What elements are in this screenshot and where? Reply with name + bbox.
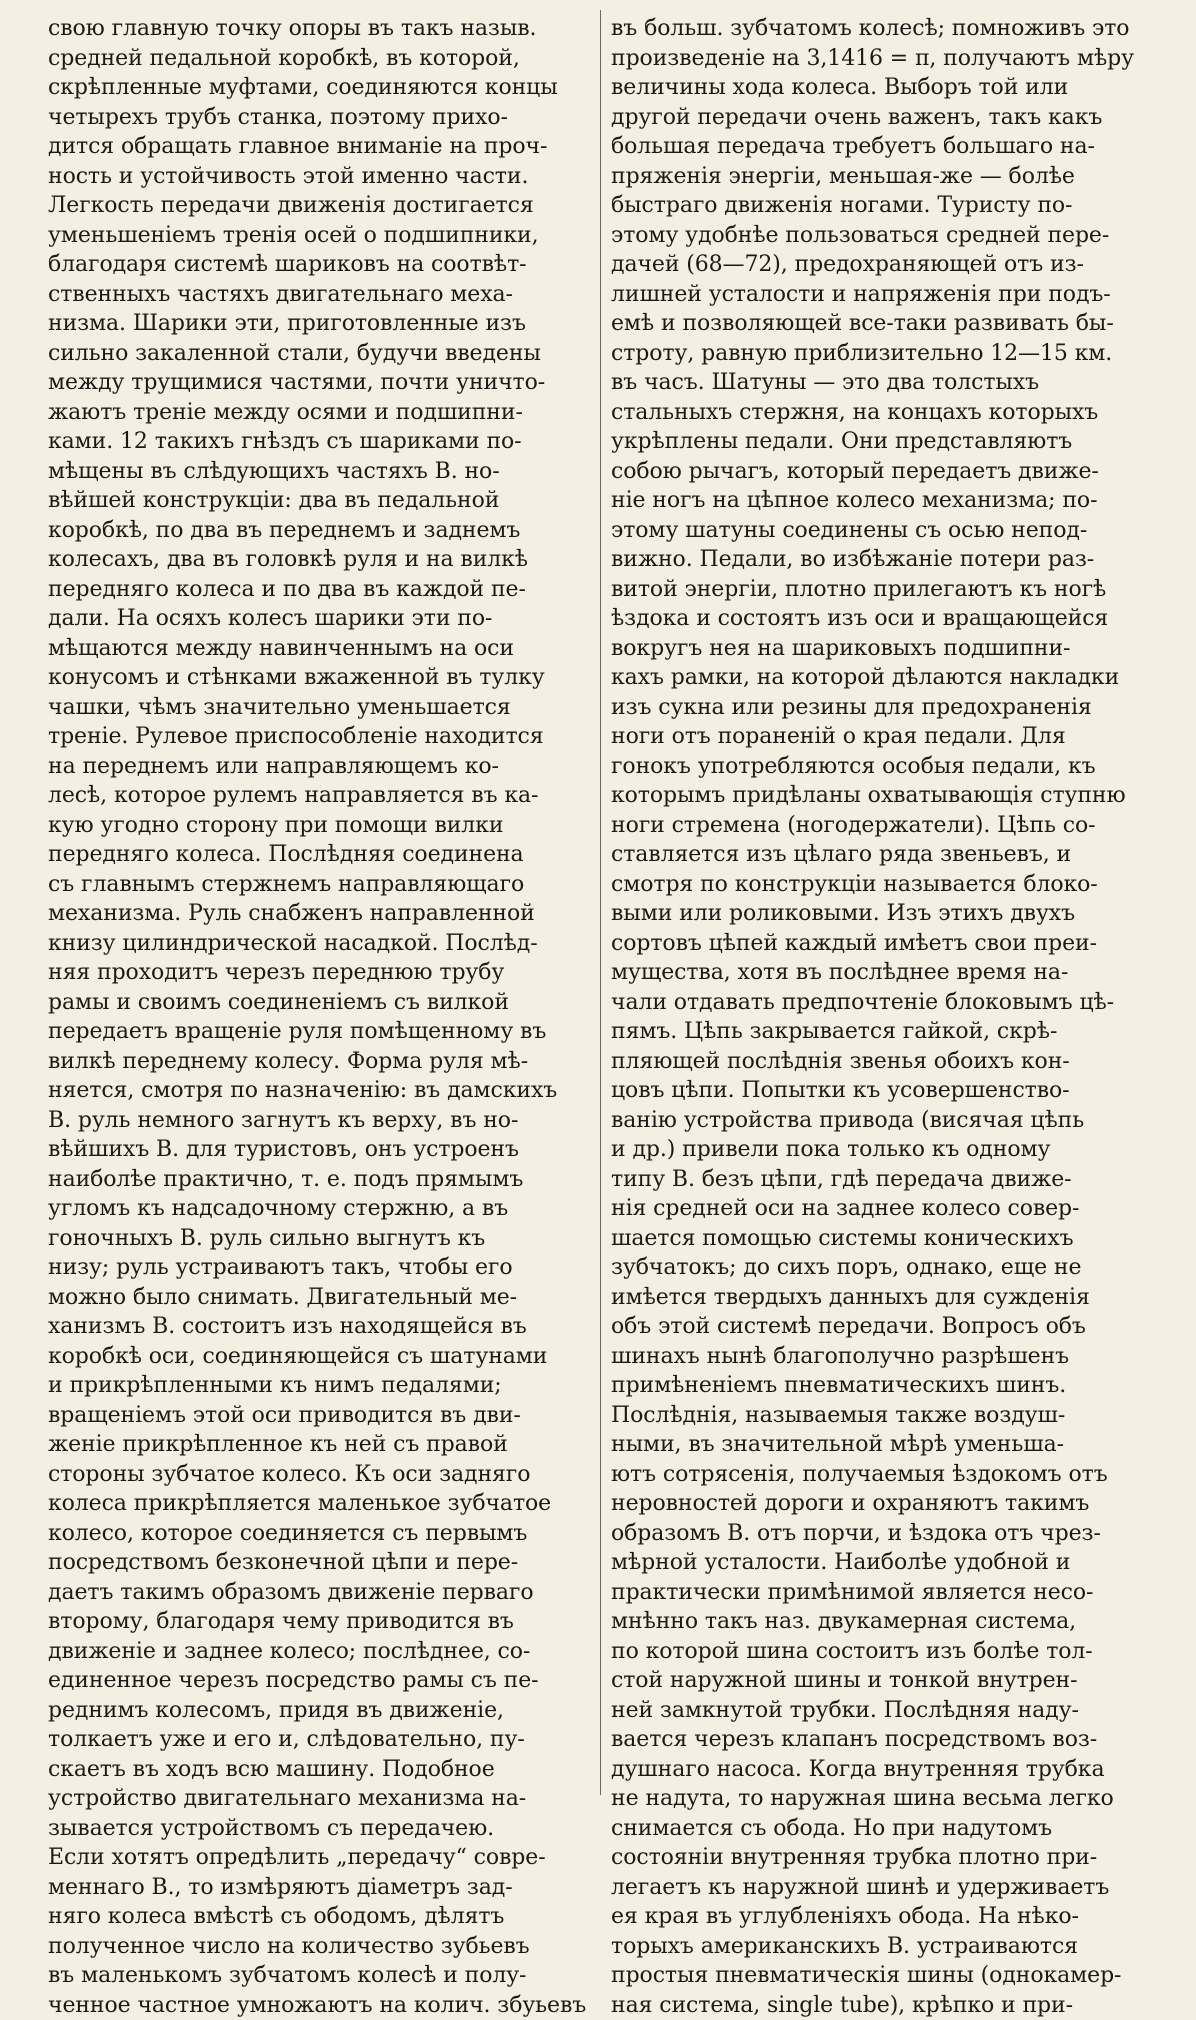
text-line: вилкѣ переднему колесу. Форма руля мѣ- <box>48 1047 592 1077</box>
text-line: на переднемъ или направляющемъ ко- <box>48 752 592 782</box>
text-line: колеса прикрѣпляется маленькое зубчатое <box>48 1489 592 1519</box>
text-line: по которой шина состоитъ изъ болѣе тол- <box>611 1637 1155 1667</box>
text-line: книзу цилиндрической насадкой. Послѣд- <box>48 929 592 959</box>
text-line: вается черезъ клапанъ посредствомъ воз- <box>611 1725 1155 1755</box>
text-line: другой передачи очень важенъ, такъ какъ <box>611 103 1155 133</box>
text-line: няго колеса вмѣстѣ съ ободомъ, дѣлятъ <box>48 1902 592 1932</box>
text-line: ѣздока и состоятъ изъ оси и вращающейся <box>611 604 1155 634</box>
text-line: посредствомъ безконечной цѣпи и пере- <box>48 1548 592 1578</box>
text-line: ность и устойчивость этой именно части. <box>48 162 592 192</box>
text-line: даетъ такимъ образомъ движеніе перваго <box>48 1578 592 1608</box>
text-line: этому удобнѣе пользоваться средней пере- <box>611 221 1155 251</box>
text-line: имѣется твердыхъ данныхъ для сужденія <box>611 1283 1155 1313</box>
text-line: дачей (68—72), предохраняющей отъ из- <box>611 250 1155 280</box>
text-line: ставляется изъ цѣлаго ряда звеньевъ, и <box>611 840 1155 870</box>
text-line: пямъ. Цѣпь закрывается гайкой, скрѣ- <box>611 1017 1155 1047</box>
text-line: изъ сукна или резины для предохраненія <box>611 693 1155 723</box>
text-line: простыя пневматическія шины (однокамер- <box>611 1961 1155 1991</box>
text-line: мѣрной усталости. Наиболѣе удобной и <box>611 1548 1155 1578</box>
text-line: выми или роликовыми. Изъ этихъ двухъ <box>611 899 1155 929</box>
text-line: угломъ къ надсадочному стержню, а въ <box>48 1194 592 1224</box>
text-line: емѣ и позволяющей все-таки развивать бы- <box>611 309 1155 339</box>
text-line: можно было снимать. Двигательный ме- <box>48 1283 592 1313</box>
text-line: произведеніе на 3,1416 = π, получаютъ мѣру <box>611 44 1155 74</box>
text-line: въ больш. зубчатомъ колесѣ; помноживъ это <box>611 14 1155 44</box>
text-line: съ главнымъ стержнемъ направляющаго <box>48 870 592 900</box>
text-line: скрѣпленные муфтами, соединяются концы <box>48 73 592 103</box>
text-line: треніе. Рулевое приспособленіе находится <box>48 722 592 752</box>
text-line: ками. 12 такихъ гнѣздъ съ шариками по- <box>48 427 592 457</box>
text-line: зубчатокъ; до сихъ поръ, однако, еще не <box>611 1253 1155 1283</box>
text-line: снимается съ обода. Но при надутомъ <box>611 1814 1155 1844</box>
text-line: ная система, single tube), крѣпко и при- <box>611 1991 1155 2020</box>
text-line: В. руль немного загнутъ къ верху, въ но- <box>48 1106 592 1136</box>
text-line: мѣщаются между навинченнымъ на оси <box>48 634 592 664</box>
text-column-right <box>611 14 1155 1794</box>
text-line: благодаря системѣ шариковъ на соотвѣт- <box>48 250 592 280</box>
text-line: пляющей послѣднія звенья обоихъ кон- <box>611 1047 1155 1077</box>
text-line: типу В. безъ цѣпи, гдѣ передача движе- <box>611 1165 1155 1195</box>
text-line: этому шатуны соединены съ осью непод- <box>611 516 1155 546</box>
text-line: мущества, хотя въ послѣднее время на- <box>611 958 1155 988</box>
text-line: свою главную точку опоры въ такъ назыв. <box>48 14 592 44</box>
text-line: состояніи внутренняя трубка плотно при- <box>611 1843 1155 1873</box>
text-line: вѣйшей конструкціи: два въ педальной <box>48 486 592 516</box>
text-line: кую угодно сторону при помощи вилки <box>48 811 592 841</box>
text-line: лесѣ, которое рулемъ направляется въ ка- <box>48 781 592 811</box>
text-line: реднимъ колесомъ, придя въ движеніе, <box>48 1696 592 1726</box>
text-line: толкаетъ уже и его и, слѣдовательно, пу- <box>48 1725 592 1755</box>
text-line: вращеніемъ этой оси приводится въ дви- <box>48 1401 592 1431</box>
text-line: строту, равную приблизительно 12—15 км. <box>611 339 1155 369</box>
text-line: лишней усталости и напряженія при подъ- <box>611 280 1155 310</box>
text-line: меннаго В., то измѣряютъ діаметръ зад- <box>48 1873 592 1903</box>
text-line: практически примѣнимой является несо- <box>611 1578 1155 1608</box>
text-line: мѣщены въ слѣдующихъ частяхъ В. но- <box>48 457 592 487</box>
text-line: сортовъ цѣпей каждый имѣетъ свои преи- <box>611 929 1155 959</box>
text-line: ственныхъ частяхъ двигательнаго меха- <box>48 280 592 310</box>
text-line: укрѣплены педали. Они представляютъ <box>611 427 1155 457</box>
text-line: шинахъ нынѣ благополучно разрѣшенъ <box>611 1342 1155 1372</box>
text-line: неровностей дороги и охраняютъ такимъ <box>611 1489 1155 1519</box>
text-line: Легкость передачи движенія достигается <box>48 191 592 221</box>
text-line: величины хода колеса. Выборъ той или <box>611 73 1155 103</box>
text-line: дится обращать главное вниманіе на проч- <box>48 132 592 162</box>
text-line: ченное частное умножаютъ на колич. збуьевъ <box>48 1991 592 2020</box>
text-line: стальныхъ стержня, на концахъ которыхъ <box>611 398 1155 428</box>
text-line: передаетъ вращеніе руля помѣщенному въ <box>48 1017 592 1047</box>
text-line: четырехъ трубъ станка, поэтому прихо- <box>48 103 592 133</box>
text-line: легаетъ къ наружной шинѣ и удерживаетъ <box>611 1873 1155 1903</box>
text-line: второму, благодаря чему приводится въ <box>48 1607 592 1637</box>
text-line: ными, въ значительной мѣрѣ уменьша- <box>611 1430 1155 1460</box>
text-line: объ этой системѣ передачи. Вопросъ объ <box>611 1312 1155 1342</box>
text-line: рамы и своимъ соединеніемъ съ вилкой <box>48 988 592 1018</box>
text-line: конусомъ и стѣнками вжаженной въ тулку <box>48 663 592 693</box>
text-line: большая передача требуетъ большаго на- <box>611 132 1155 162</box>
text-line: душнаго насоса. Когда внутренняя трубка <box>611 1755 1155 1785</box>
text-line: низу; руль устраиваютъ такъ, чтобы его <box>48 1253 592 1283</box>
text-line: которымъ придѣланы охватывающія ступню <box>611 781 1155 811</box>
text-line: ноги отъ пораненій о края педали. Для <box>611 722 1155 752</box>
text-line: уменьшеніемъ тренія осей о подшипники, <box>48 221 592 251</box>
text-line: ея края въ углубленіяхъ обода. На нѣко- <box>611 1902 1155 1932</box>
text-line: единенное черезъ посредство рамы съ пе- <box>48 1666 592 1696</box>
text-line: витой энергіи, плотно прилегаютъ къ ногѣ <box>611 575 1155 605</box>
text-line: смотря по конструкціи называется блоко- <box>611 870 1155 900</box>
text-line: ноги стремена (ногодержатели). Цѣпь со- <box>611 811 1155 841</box>
text-line: цовъ цѣпи. Попытки къ усовершенство- <box>611 1076 1155 1106</box>
text-line: Если хотятъ опредѣлить „передачу“ совре- <box>48 1843 592 1873</box>
text-line: ніе ногъ на цѣпное колесо механизма; по- <box>611 486 1155 516</box>
column-divider <box>600 10 601 1795</box>
text-line: кахъ рамки, на которой дѣлаются накладки <box>611 663 1155 693</box>
text-line: между трущимися частями, почти уничто- <box>48 368 592 398</box>
text-line: полученное число на количество зубьевъ <box>48 1932 592 1962</box>
text-line: няя проходитъ черезъ переднюю трубу <box>48 958 592 988</box>
text-line: коробкѣ, по два въ переднемъ и заднемъ <box>48 516 592 546</box>
text-line: сильно закаленной стали, будучи введены <box>48 339 592 369</box>
text-line: вокругъ нея на шариковыхъ подшипни- <box>611 634 1155 664</box>
text-line: въ часъ. Шатуны — это два толстыхъ <box>611 368 1155 398</box>
text-line: ютъ сотрясенія, получаемыя ѣздокомъ отъ <box>611 1460 1155 1490</box>
text-line: низма. Шарики эти, приготовленные изъ <box>48 309 592 339</box>
text-line: устройство двигательнаго механизма на- <box>48 1784 592 1814</box>
text-line: чали отдавать предпочтеніе блоковымъ цѣ- <box>611 988 1155 1018</box>
text-line: Послѣднія, называемыя также воздуш- <box>611 1401 1155 1431</box>
text-line: мнѣнно такъ наз. двукамерная система, <box>611 1607 1155 1637</box>
text-line: зывается устройствомъ съ передачею. <box>48 1814 592 1844</box>
text-column-left <box>48 14 592 1794</box>
text-line: ванію устройства привода (висячая цѣпь <box>611 1106 1155 1136</box>
text-line: вѣйшихъ В. для туристовъ, онъ устроенъ <box>48 1135 592 1165</box>
text-line: ней замкнутой трубки. Послѣдняя наду- <box>611 1696 1155 1726</box>
text-line: коробкѣ оси, соединяющейся съ шатунами <box>48 1342 592 1372</box>
text-line: женіе прикрѣпленное къ ней съ правой <box>48 1430 592 1460</box>
text-line: примѣненіемъ пневматическихъ шинъ. <box>611 1371 1155 1401</box>
text-line: няется, смотря по назначенію: въ дамскихъ <box>48 1076 592 1106</box>
text-line: образомъ В. отъ порчи, и ѣздока отъ чрез- <box>611 1519 1155 1549</box>
text-line: гонокъ употребляются особыя педали, къ <box>611 752 1155 782</box>
text-line: колесо, которое соединяется съ первымъ <box>48 1519 592 1549</box>
text-line: пряженія энергіи, меньшая-же — болѣе <box>611 162 1155 192</box>
text-line: стороны зубчатое колесо. Къ оси задняго <box>48 1460 592 1490</box>
text-line: стой наружной шины и тонкой внутрен- <box>611 1666 1155 1696</box>
text-line: нія средней оси на заднее колесо совер- <box>611 1194 1155 1224</box>
text-line: передняго колеса. Послѣдняя соединена <box>48 840 592 870</box>
text-line: и прикрѣпленными къ нимъ педалями; <box>48 1371 592 1401</box>
text-line: передняго колеса и по два въ каждой пе- <box>48 575 592 605</box>
text-line: гоночныхъ В. руль сильно выгнутъ къ <box>48 1224 592 1254</box>
text-line: жаютъ треніе между осями и подшипни- <box>48 398 592 428</box>
text-line: чашки, чѣмъ значительно уменьшается <box>48 693 592 723</box>
text-line: наиболѣе практично, т. е. подъ прямымъ <box>48 1165 592 1195</box>
text-line: ханизмъ В. состоитъ изъ находящейся въ <box>48 1312 592 1342</box>
text-line: въ маленькомъ зубчатомъ колесѣ и полу- <box>48 1961 592 1991</box>
text-line: средней педальной коробкѣ, въ которой, <box>48 44 592 74</box>
text-line: дали. На осяхъ колесъ шарики эти по- <box>48 604 592 634</box>
text-line: торыхъ американскихъ В. устраиваются <box>611 1932 1155 1962</box>
text-line: быстраго движенія ногами. Туристу по- <box>611 191 1155 221</box>
text-line: скаетъ въ ходъ всю машину. Подобное <box>48 1755 592 1785</box>
text-line: механизма. Руль снабженъ направленной <box>48 899 592 929</box>
text-line: колесахъ, два въ головкѣ руля и на вилкѣ <box>48 545 592 575</box>
text-line: вижно. Педали, во избѣжаніе потери раз- <box>611 545 1155 575</box>
text-line: собою рычагъ, который передаетъ движе- <box>611 457 1155 487</box>
text-line: шается помощью системы коническихъ <box>611 1224 1155 1254</box>
text-line: и др.) привели пока только къ одному <box>611 1135 1155 1165</box>
text-line: не надута, то наружная шина весьма легко <box>611 1784 1155 1814</box>
text-line: движеніе и заднее колесо; послѣднее, со- <box>48 1637 592 1667</box>
